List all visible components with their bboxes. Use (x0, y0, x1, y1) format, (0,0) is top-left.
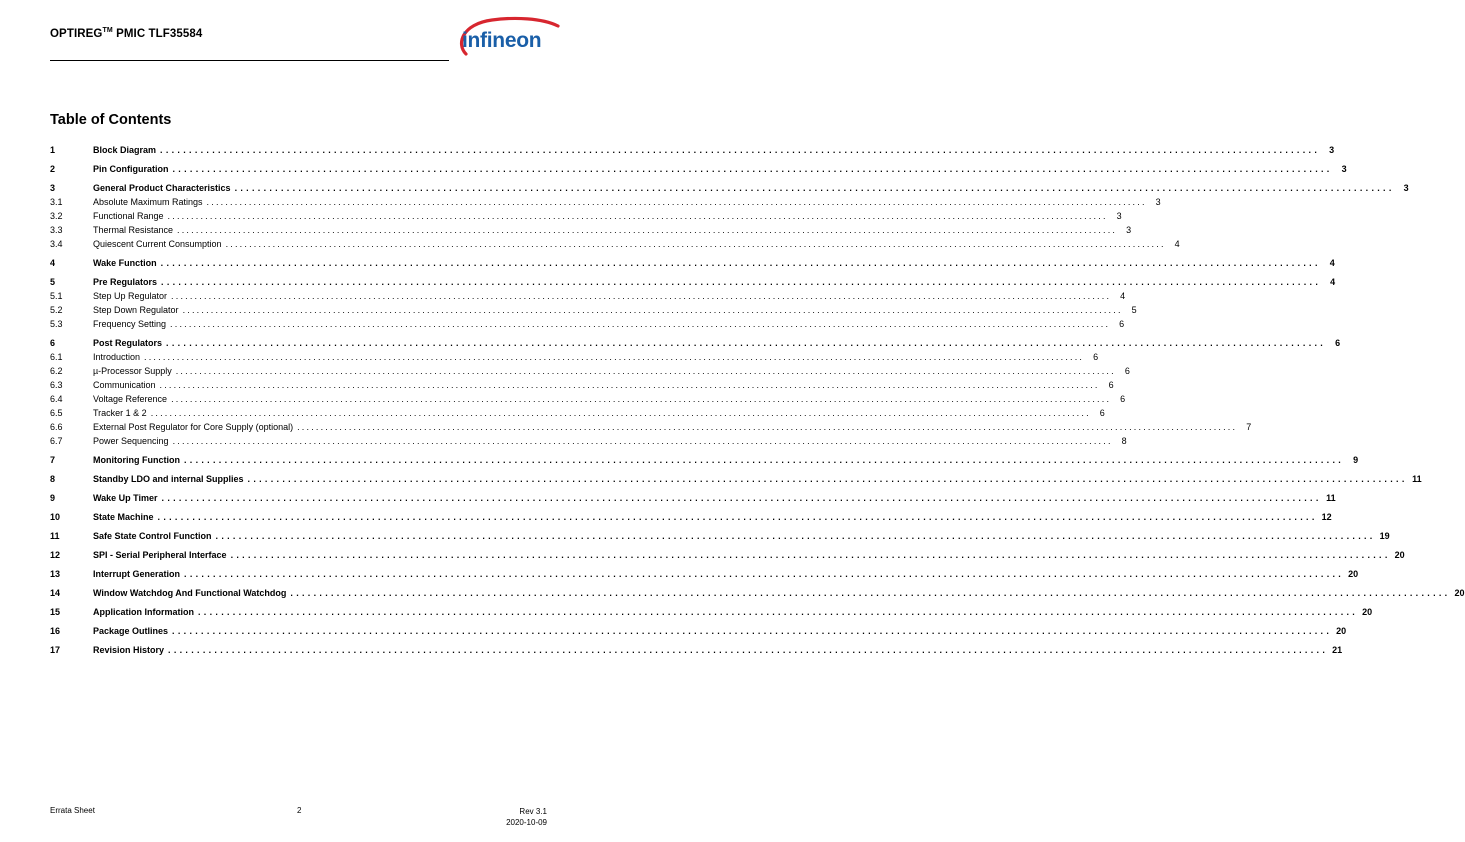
toc-entry-title: Post Regulators (93, 338, 163, 348)
toc-entry-page: 6 (1120, 394, 1126, 404)
toc-entry-number: 12 (50, 550, 61, 560)
toc-entry-title: Standby LDO and internal Supplies (93, 474, 244, 484)
toc-entry-number: 8 (50, 474, 56, 484)
toc-entry-page: 6 (1335, 338, 1341, 348)
toc-entry-page: 11 (1326, 493, 1336, 503)
toc-entry-page: 8 (1121, 436, 1127, 446)
title-prefix: OPTIREG (50, 27, 103, 40)
toc-entry-page: 3 (1341, 164, 1347, 174)
toc-entry-title: SPI - Serial Peripheral Interface (93, 550, 227, 560)
toc-entry-number: 6.5 (50, 408, 63, 418)
toc-entry-number: 6.3 (50, 380, 63, 390)
toc-entry-number: 6 (50, 338, 56, 348)
toc-heading: Table of Contents (50, 112, 172, 128)
toc-entry-number: 3.4 (50, 239, 63, 249)
toc-entry[interactable] (50, 420, 1252, 434)
toc-leader-dots: ........................................................................................................................................................................................................ (172, 164, 1333, 174)
toc-entry-page: 11 (1412, 474, 1422, 484)
toc-entry-title: µ-Processor Supply (93, 366, 172, 376)
toc-entry-title: Introduction (93, 352, 141, 362)
toc-entry-title: External Post Regulator for Core Supply (optional) (93, 422, 294, 432)
toc-entry[interactable] (50, 586, 1465, 600)
toc-entry-title: Pin Configuration (93, 164, 169, 174)
toc-leader-dots: ........................................................................................................................................................................................................ (170, 319, 1111, 329)
toc-entry-title: Functional Range (93, 211, 164, 221)
toc-entry-number: 3.3 (50, 225, 63, 235)
toc-entry-number: 3.1 (50, 197, 63, 207)
toc-entry-title: Quiescent Current Consumption (93, 239, 222, 249)
toc-entry-title: Frequency Setting (93, 319, 167, 329)
toc-entry-number: 1 (50, 145, 56, 155)
title-suffix: PMIC TLF35584 (112, 27, 203, 40)
toc-entry-number: 4 (50, 258, 56, 268)
toc-entry-number: 6.4 (50, 394, 63, 404)
toc-entry[interactable] (50, 472, 1422, 486)
toc-entry-number: 6.1 (50, 352, 63, 362)
toc-entry-title: Package Outlines (93, 626, 169, 636)
toc-entry[interactable] (50, 317, 1125, 331)
toc-entry-page: 20 (1362, 607, 1373, 617)
toc-entry-title: Communication (93, 380, 156, 390)
toc-entry[interactable] (50, 491, 1336, 505)
toc-leader-dots: ........................................................................................................................................................................................................ (171, 291, 1112, 301)
toc-leader-dots: ........................................................................................................................................................................................................ (225, 239, 1166, 249)
toc-entry-number: 6.6 (50, 422, 63, 432)
toc-leader-dots: ........................................................................................................................................................................................................ (183, 455, 1345, 465)
toc-leader-dots: ........................................................................................................................................................................................................ (198, 607, 1359, 617)
toc-entry-page: 6 (1093, 352, 1099, 362)
toc-leader-dots: ........................................................................................................................................................................................................ (144, 352, 1085, 362)
toc-leader-dots: ........................................................................................................................................................................................................ (172, 626, 1333, 636)
toc-entry[interactable] (50, 378, 1114, 392)
toc-entry-title: Absolute Maximum Ratings (93, 197, 203, 207)
toc-entry-page: 6 (1099, 408, 1105, 418)
toc-entry[interactable] (50, 567, 1359, 581)
toc-entry[interactable] (50, 303, 1137, 317)
toc-entry[interactable] (50, 289, 1126, 303)
toc-entry-number: 2 (50, 164, 56, 174)
toc-entry-number: 6.7 (50, 436, 63, 446)
toc-entry-page: 20 (1348, 569, 1359, 579)
toc-entry-number: 9 (50, 493, 56, 503)
toc-entry[interactable] (50, 336, 1341, 350)
toc-entry-page: 21 (1332, 645, 1343, 655)
table-of-contents (50, 143, 1465, 657)
toc-leader-dots: ........................................................................................................................................................................................................ (290, 588, 1451, 598)
toc-entry-page: 20 (1336, 626, 1347, 636)
toc-entry-number: 17 (50, 645, 61, 655)
toc-entry-page: 3 (1403, 183, 1409, 193)
toc-entry-page: 3 (1116, 211, 1122, 221)
toc-entry[interactable] (50, 364, 1130, 378)
toc-entry-page: 4 (1330, 277, 1336, 287)
toc-entry[interactable] (50, 624, 1347, 638)
toc-entry-title: Wake Up Timer (93, 493, 158, 503)
toc-leader-dots: ........................................................................................................................................................................................................ (182, 305, 1123, 315)
toc-entry-number: 3.2 (50, 211, 63, 221)
toc-leader-dots: ........................................................................................................................................................................................................ (247, 474, 1408, 484)
toc-entry-title: Tracker 1 & 2 (93, 408, 147, 418)
toc-entry-page: 4 (1329, 258, 1335, 268)
toc-entry-page: 4 (1120, 291, 1126, 301)
infineon-logo (452, 14, 564, 60)
footer-date: 2020-10-09 (506, 818, 547, 827)
toc-entry-page: 3 (1329, 145, 1335, 155)
toc-entry-title: Safe State Control Function (93, 531, 212, 541)
toc-entry[interactable] (50, 510, 1332, 524)
toc-entry-page: 5 (1131, 305, 1137, 315)
toc-entry-number: 6.2 (50, 366, 63, 376)
toc-entry-page: 20 (1454, 588, 1465, 598)
toc-leader-dots: ........................................................................................................................................................................................................ (234, 183, 1395, 193)
toc-entry-page: 3 (1126, 225, 1132, 235)
toc-entry-number: 16 (50, 626, 61, 636)
footer-page-number: 2 (297, 806, 302, 815)
document-title (50, 27, 202, 40)
toc-entry-title: Wake Function (93, 258, 157, 268)
toc-entry-title: Voltage Reference (93, 394, 168, 404)
toc-entry-title: State Machine (93, 512, 154, 522)
toc-leader-dots: ........................................................................................................................................................................................................ (159, 380, 1100, 390)
toc-entry[interactable] (50, 256, 1335, 270)
toc-entry-number: 11 (50, 531, 60, 541)
toc-entry-title: Step Down Regulator (93, 305, 179, 315)
toc-leader-dots: ........................................................................................................................................................................................................ (161, 277, 1322, 287)
toc-entry[interactable] (50, 162, 1347, 176)
toc-entry-title: Window Watchdog And Functional Watchdog (93, 588, 287, 598)
toc-entry[interactable] (50, 548, 1405, 562)
toc-leader-dots: ........................................................................................................................................................................................................ (184, 569, 1345, 579)
toc-entry-number: 13 (50, 569, 61, 579)
toc-entry-page: 3 (1155, 197, 1161, 207)
toc-leader-dots: ........................................................................................................................................................................................................ (215, 531, 1376, 541)
toc-entry-page: 9 (1353, 455, 1359, 465)
toc-entry-page: 6 (1119, 319, 1125, 329)
toc-entry-number: 5.1 (50, 291, 63, 301)
toc-leader-dots: ........................................................................................................................................................................................................ (167, 211, 1108, 221)
toc-entry-number: 5 (50, 277, 56, 287)
toc-entry-page: 7 (1246, 422, 1252, 432)
footer-revision-block (506, 806, 547, 828)
toc-entry-page: 12 (1321, 512, 1332, 522)
toc-entry[interactable] (50, 406, 1105, 420)
header-rule (50, 60, 449, 61)
logo-wordmark: infineon (462, 29, 542, 52)
toc-leader-dots: ........................................................................................................................................................................................................ (161, 493, 1322, 503)
toc-leader-dots: ........................................................................................................................................................................................................ (168, 645, 1329, 655)
toc-entry-number: 15 (50, 607, 61, 617)
toc-entry-title: General Product Characteristics (93, 183, 231, 193)
toc-entry[interactable] (50, 275, 1336, 289)
toc-entry[interactable] (50, 643, 1343, 657)
toc-entry[interactable] (50, 392, 1126, 406)
toc-entry-title: Step Up Regulator (93, 291, 168, 301)
toc-entry[interactable] (50, 434, 1127, 448)
toc-entry-title: Application Information (93, 607, 194, 617)
toc-leader-dots: ........................................................................................................................................................................................................ (206, 197, 1147, 207)
toc-entry[interactable] (50, 181, 1409, 195)
toc-leader-dots: ........................................................................................................................................................................................................ (157, 512, 1318, 522)
toc-entry-number: 10 (50, 512, 61, 522)
toc-leader-dots: ........................................................................................................................................................................................................ (175, 366, 1116, 376)
toc-entry[interactable] (50, 605, 1373, 619)
toc-entry-page: 4 (1174, 239, 1180, 249)
toc-entry-title: Pre Regulators (93, 277, 158, 287)
toc-entry[interactable] (50, 453, 1359, 467)
toc-leader-dots: ........................................................................................................................................................................................................ (172, 436, 1113, 446)
toc-leader-dots: ........................................................................................................................................................................................................ (230, 550, 1391, 560)
toc-entry[interactable] (50, 350, 1099, 364)
toc-leader-dots: ........................................................................................................................................................................................................ (177, 225, 1118, 235)
toc-entry-title: Block Diagram (93, 145, 157, 155)
toc-entry-title: Power Sequencing (93, 436, 169, 446)
toc-entry-number: 3 (50, 183, 56, 193)
toc-leader-dots: ........................................................................................................................................................................................................ (166, 338, 1327, 348)
footer-revision: Rev 3.1 (519, 807, 547, 816)
toc-leader-dots: ........................................................................................................................................................................................................ (150, 408, 1091, 418)
toc-entry-number: 5.2 (50, 305, 63, 315)
toc-entry[interactable] (50, 223, 1132, 237)
toc-entry-title: Revision History (93, 645, 165, 655)
toc-leader-dots: ........................................................................................................................................................................................................ (171, 394, 1112, 404)
toc-entry-number: 7 (50, 455, 56, 465)
toc-entry-title: Interrupt Generation (93, 569, 181, 579)
toc-entry-title: Monitoring Function (93, 455, 180, 465)
toc-entry-page: 6 (1124, 366, 1130, 376)
toc-leader-dots: ........................................................................................................................................................................................................ (160, 258, 1321, 268)
toc-entry-number: 14 (50, 588, 61, 598)
toc-entry[interactable] (50, 143, 1335, 157)
toc-entry[interactable] (50, 529, 1390, 543)
toc-entry[interactable] (50, 237, 1180, 251)
trademark-sup: TM (102, 27, 113, 34)
toc-leader-dots: ........................................................................................................................................................................................................ (160, 145, 1321, 155)
toc-entry-page: 6 (1108, 380, 1114, 390)
toc-entry-page: 20 (1394, 550, 1405, 560)
toc-entry-number: 5.3 (50, 319, 63, 329)
toc-entry[interactable] (50, 209, 1122, 223)
toc-entry[interactable] (50, 195, 1161, 209)
footer-doc-type: Errata Sheet (50, 806, 95, 815)
toc-entry-page: 19 (1379, 531, 1390, 541)
toc-entry-title: Thermal Resistance (93, 225, 174, 235)
toc-leader-dots: ........................................................................................................................................................................................................ (297, 422, 1238, 432)
